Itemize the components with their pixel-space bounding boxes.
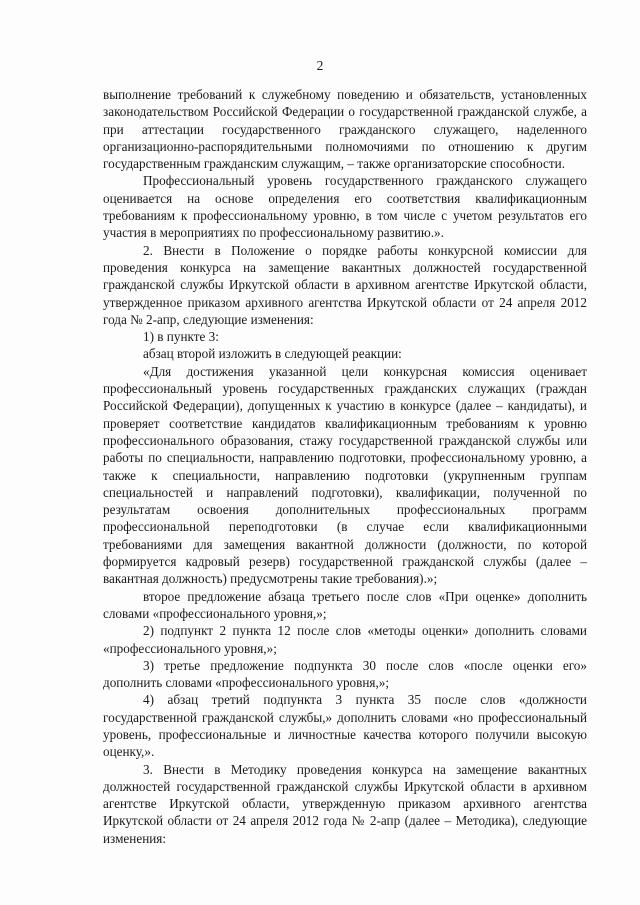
paragraph: 2) подпункт 2 пункта 12 после слов «методы оценки» дополнить словами «профессионального уровня,»; (103, 623, 587, 656)
paragraph: 4) абзац третий подпункта 3 пункта 35 после слов «должности государственной гражданской службы,» дополнить словами «но профессиональный уровень, профессиональные и личностные качества которого получили высокую оценку,». (103, 692, 587, 760)
paragraph: второе предложение абзаца третьего после слов «При оценке» дополнить словами «профессионального уровня,»; (103, 588, 587, 621)
document-body (103, 86, 587, 847)
paragraph: «Для достижения указанной цели конкурсная комиссия оценивает профессиональный уровень государственных гражданских служащих (граждан Российской Федерации), допущенных к участию в конкурсе (далее – кандидаты), и проверяет соответствие кандидатов квалификационным требованиям к уровню профессионального образования, стажу государственной гражданской службы или работы по специальности, направлению подготовки, профессиональному уровню, а также к специальности, направлению подготовки (укрупненным группам специальностей и направлений подготовки), квалификации, полученной по результатам освоения дополнительных профессиональных программ профессиональной переподготовки (в случае если квалификационными требованиями для замещения вакантной должности (должности, по которой формируется кадровый резерв) государственной гражданской службы (далее – вакантная должность) предусмотрены такие требования).»; (103, 363, 587, 587)
paragraph: 1) в пункте 3: (143, 329, 219, 345)
page-number: 2 (316, 58, 324, 73)
paragraph: 3) третье предложение подпункта 30 после слов «после оценки его» дополнить словами «профессионального уровня,»; (103, 657, 587, 691)
paragraph: Профессиональный уровень государственного гражданского служащего оценивается на основе определения его соответствия квалификационным требованиям к профессиональному уровню, в том числе с учетом результатов его участия в мероприятиях по профессиональному развитию.». (103, 173, 587, 241)
paragraph: абзац второй изложить в следующей реакции: (143, 346, 402, 362)
paragraph: 2. Внести в Положение о порядке работы конкурсной комиссии для проведения конкурса на замещение вакантных должностей государственной гражданской службы Иркутской области в архивном агентстве Иркутской области, утвержденное приказом архивного агентства Иркутской области от 24 апреля 2012 года № 2-апр, следующие изменения: (103, 242, 587, 327)
paragraph: 3. Внести в Методику проведения конкурса на замещение вакантных должностей государственной гражданской службы Иркутской области в архивном агентстве Иркутской области, утвержденную приказом архивного агентства Иркутской области от 24 апреля 2012 года № 2-апр (далее – Методика), следующие изменения: (103, 761, 587, 846)
paragraph: выполнение требований к служебному поведению и обязательств, установленных законодательством Российской Федерации о государственной гражданской службе, а при аттестации государственного гражданского служащего, наделенного организационно-распорядительными полномочиями по отношению к другим государственным гражданским служащим, – также организаторские способности. (103, 87, 587, 172)
